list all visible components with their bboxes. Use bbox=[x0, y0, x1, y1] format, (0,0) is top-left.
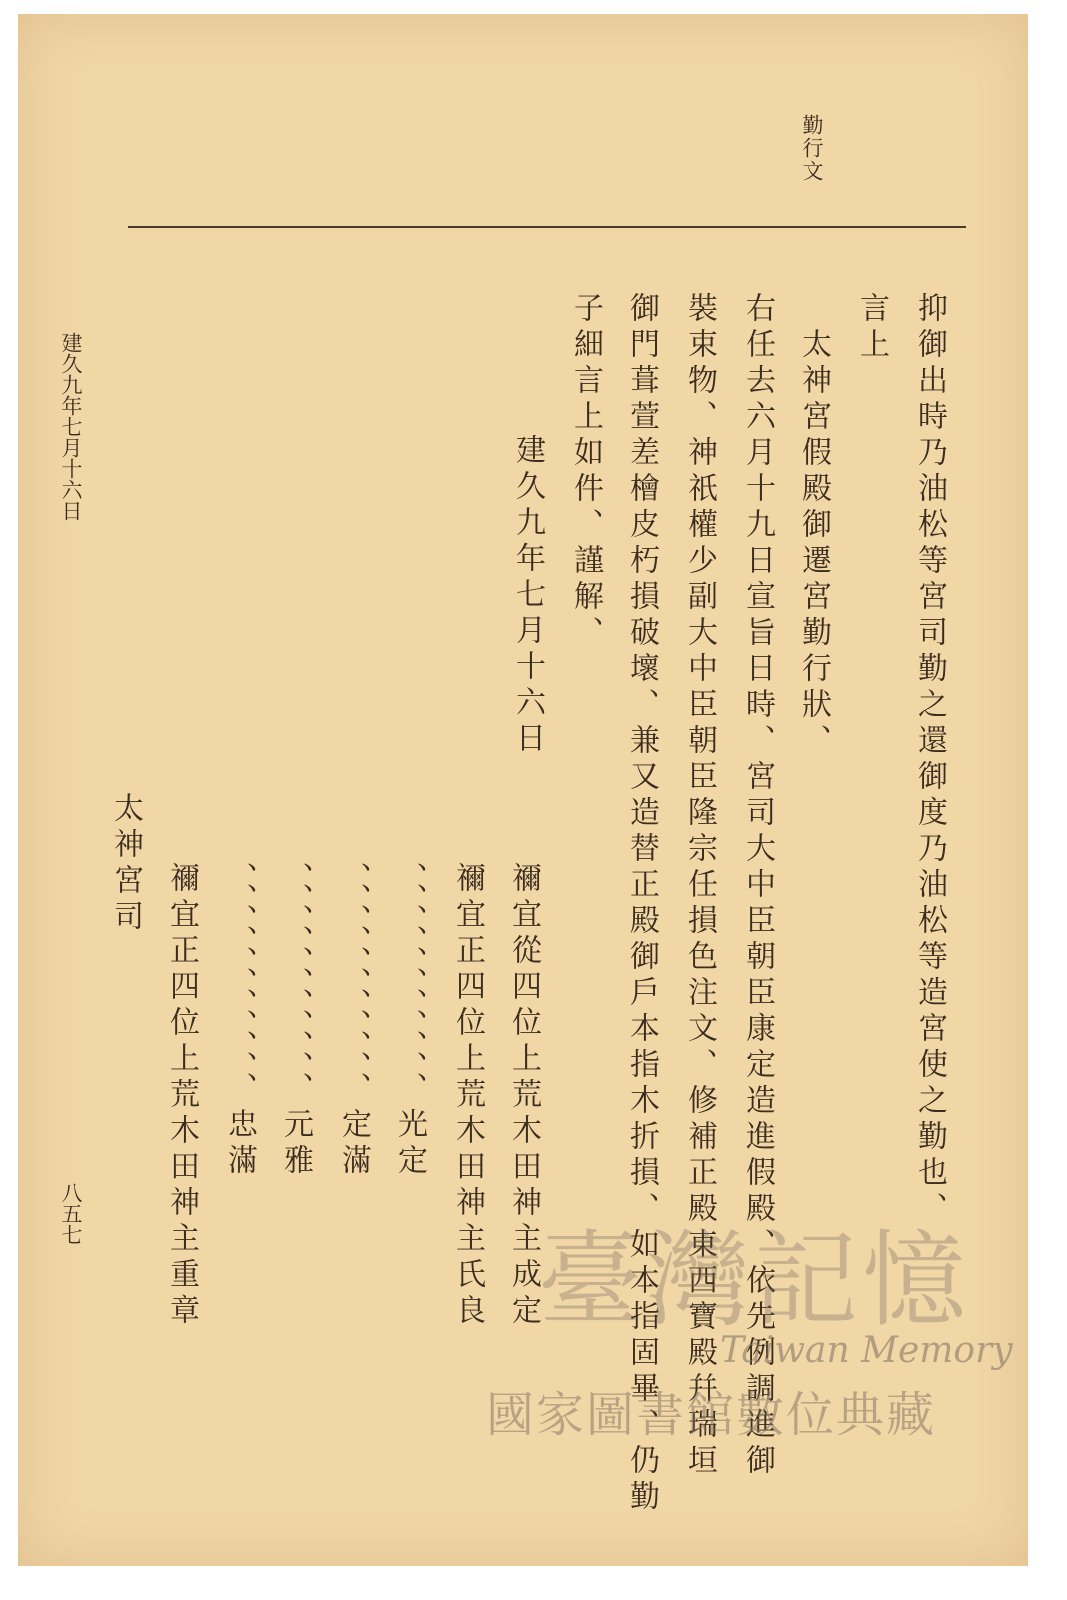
signatory-4: 、、、、、、、、、、、定滿 bbox=[336, 862, 371, 1180]
document-page bbox=[18, 14, 1028, 1566]
body-column-7: 子細言上如件、謹解、 bbox=[568, 292, 603, 652]
body-column-3: 太神宮假殿御遷宮勤行狀、 bbox=[796, 328, 831, 760]
signatory-2: 禰宜正四位上荒木田神主氏良 bbox=[450, 862, 485, 1330]
body-column-1: 抑御出時乃油松等宮司勤之還御度乃油松等造宮使之勤也、 bbox=[912, 292, 947, 1228]
signatory-6: 、、、、、、、、、、、忠滿 bbox=[222, 862, 257, 1180]
body-column-6: 御門葺萱差檜皮朽損破壞、兼又造替正殿御戶本指木折損、如本指固畢、仍勤 bbox=[624, 292, 659, 1516]
issuer: 太神宮司 bbox=[108, 792, 143, 936]
body-date: 建久九年七月十六日 bbox=[510, 434, 545, 758]
watermark-logo-latin: Taiwan Memory bbox=[720, 1330, 1013, 1371]
body-column-5: 裝束物、神祇權少副大中臣朝臣隆宗任損色注文、修補正殿東西寶殿幷瑞垣 bbox=[682, 292, 717, 1480]
signatory-5: 、、、、、、、、、、、元雅 bbox=[278, 862, 313, 1180]
watermark-logo-script: 臺灣記憶 bbox=[538, 1219, 971, 1341]
watermark-institution: 國家圖書館數位典藏 bbox=[486, 1387, 937, 1443]
section-title: 勤行文 bbox=[800, 114, 824, 183]
body-column-2: 言上 bbox=[854, 292, 889, 364]
margin-date: 建久九年七月十六日 bbox=[59, 332, 83, 521]
signatory-1: 禰宜從四位上荒木田神主成定 bbox=[506, 862, 541, 1330]
header-rule bbox=[128, 226, 966, 228]
body-column-4: 右任去六月十九日宣旨日時、宮司大中臣朝臣康定造進假殿、依先例調進御 bbox=[740, 292, 775, 1480]
signatory-3: 、、、、、、、、、、、光定 bbox=[392, 862, 427, 1180]
signatory-7: 禰宜正四位上荒木田神主重章 bbox=[164, 862, 199, 1330]
page-number: 八五七 bbox=[59, 1182, 83, 1245]
